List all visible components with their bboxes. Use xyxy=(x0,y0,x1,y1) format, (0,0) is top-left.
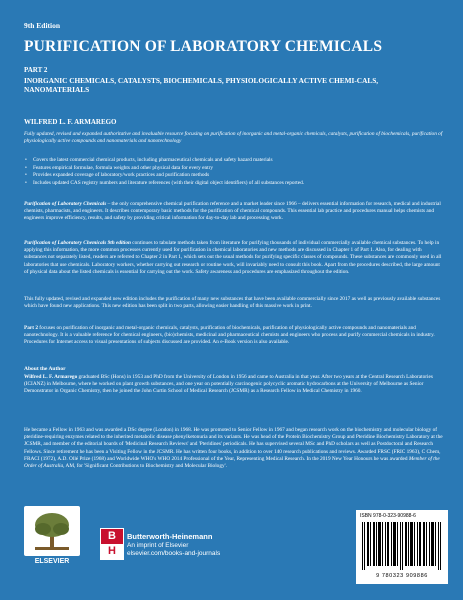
paragraph-text: continues to tabulate methods taken from literature for purifying thousands of individual commercially available chemical substances. To help in applying this information, the more common processes currently used for purification in chemical laboratories and new methods are discussed in Chapter 1 of Part 1. Also, for dealing with substances not separately listed, readers are referred to Chapter 2 in Part 1, which sets out the usual methods for purifying specific classes of compounds. These substances are commonly used in all laboratories that use chemicals. Laboratory workers, whether carrying out research or routine work, will invariably need to consult this book. Apart from the procedures described, the large amount of physical data about the listed chemicals is essential for carrying out the work. Safety awareness and procedures are emphasized throughout the edition. xyxy=(24,240,442,275)
feature-list xyxy=(24,157,444,188)
author-bio-paragraph-1 xyxy=(24,374,444,396)
butterworth-heinemann-logo xyxy=(100,528,124,560)
feature-item: • Provides expanded coverage of laboratory/work practices and purification methods xyxy=(24,172,444,180)
part-label: PART 2 xyxy=(24,66,48,74)
about-author-heading: About the Author xyxy=(24,366,66,372)
author-bio-paragraph-2 xyxy=(24,427,444,470)
bh-logo-h: H xyxy=(101,544,123,559)
publisher-info xyxy=(127,533,220,559)
author-name-emphasis: Wilfred L. F. Armarego xyxy=(24,374,78,380)
part-emphasis: Part 2 xyxy=(24,325,38,331)
publisher-name: Butterworth-Heinemann xyxy=(127,532,213,541)
barcode-icon xyxy=(362,522,442,570)
author-name: WILFRED L. F. ARMAREGO xyxy=(24,118,117,126)
book-name-emphasis: Purification of Laboratory Chemicals 9th edition xyxy=(24,240,131,246)
description-paragraph-3: This fully updated, revised and expanded new edition includes the purification of many new substances that have been available commercially since 2017 as well as previously available substances which have found new applications. This new edition has been split in two parts, allowing easier handling of this massive work in print. xyxy=(24,296,441,310)
elsevier-logo xyxy=(24,506,80,568)
publisher-imprint: An imprint of Elsevier xyxy=(127,541,189,549)
intro-summary: Fully updated, revised and expanded authoritative and invaluable resource focusing on purification of inorganic and metal-organic chemicals, catalysts, purification of biochemicals, purification of physiologically active compounds and nanomaterials and nanotechnology xyxy=(24,131,443,144)
paragraph-text: – the only comprehensive chemical purification reference and a market leader since 1966 – delivers essential information for research, medical and industrial chemists, pharmacists, and engineers. It describes contemporary basic methods for the purification of chemical compounds. This essential lab practice and procedures manual helps chemists and engineers improve efficiency, results, and safety by providing critical information for day-to-day lab and processing work. xyxy=(24,201,441,222)
paragraph-text: graduated BSc (Hons) in 1953 and PhD from the University of London in 1956 and came to Australia in that year. After two years at the Central Research Laboratories (ICIANZ) in Melbourne, where he worked on plant growth substances, and one year on potentially carcinogenic polycyclic aromatic hydrocarbons at the University of Melbourne as Senior Demonstrator in Organic Chemistry, then he joined the John Curtin School of Medical Research (JCSMR) as a Research Fellow in Medical Chemistry in 1960. xyxy=(24,374,433,395)
description-paragraph-4 xyxy=(24,325,444,347)
bh-logo-b: B xyxy=(101,529,123,544)
paragraph-text: He became a Fellow in 1963 and was awarded a DSc degree (London) in 1968. He was promoted to Senior Fellow in 1967 and began research work on the biochemistry and molecular biology of pteridine-requiring enzymes related to the inherited metabolic disease phenylketonuria and its variants. He was head of the Protein Biochemistry Group and Pteridine Biochemistry Laboratory at the JCSMR, and member of the editorial boards of 'Medicinal Research Reviews' and 'Pteridines' periodicals. He has supervised several MSc and PhD scholars as well as Postdoctoral and Research Fellows. Since retirement he has been a Visiting Fellow in the JCSMR. He has written four books, in addition to over 140 research publications and reviews. Awarded FRSC (FRIC 1963), C Chem, FRACI (1972), A.D. Ollé Prize (1968) and Worldwide WHO's WHO 2014 Professional of the Year, Representing Medical Research. In the 2019 New Year Honours he was awarded xyxy=(24,427,443,462)
feature-item: • Includes updated CAS registry numbers and literature references (with their digital object identifiers) of all substances reported. xyxy=(24,180,444,188)
feature-item: • Features empirical formulae, formula weights and other physical data for every entry xyxy=(24,165,444,173)
barcode-number: 9 780323 909886 xyxy=(376,573,428,579)
book-title: PURIFICATION OF LABORATORY CHEMICALS xyxy=(24,38,383,55)
description-paragraph-2 xyxy=(24,240,444,276)
honour-emphasis: Member of the Order of Australia xyxy=(24,455,440,470)
isbn-barcode xyxy=(356,510,448,584)
publisher-url: elsevier.com/books-and-journals xyxy=(127,550,221,557)
book-name-emphasis: Purification of Laboratory Chemicals xyxy=(24,201,107,207)
feature-item: • Covers the latest commercial chemical products, including pharmaceutical chemicals and safety hazard materials xyxy=(24,157,444,165)
paragraph-text: , AM, for 'Significant Contributions to Biochemistry and Molecular Biology'. xyxy=(63,463,227,470)
paragraph-text: focuses on purification of inorganic and metal-organic chemicals, catalysts, purification of biochemicals, purification of physiologically active compounds and nanomaterials and nanotechnology. It is a valuable reference for chemical engineers, (bio)chemists, medicinal and pharmaceutical chemists and engineers who process and purify commercial chemicals in industry. Procedures for Internet access to visual presentations of subjects discussed are provided. An e-Book version is also available. xyxy=(24,325,435,346)
isbn-label: ISBN 978-0-323-90988-6 xyxy=(360,513,416,519)
description-paragraph-1 xyxy=(24,201,444,223)
elsevier-tree-icon xyxy=(24,506,80,556)
book-subtitle: INORGANIC CHEMICALS, CATALYSTS, BIOCHEMICALS, PHYSIOLOGICALLY ACTIVE CHEMI-CALS, NANOMATERIALS xyxy=(24,76,379,94)
elsevier-wordmark: ELSEVIER xyxy=(34,558,70,565)
edition-label: 9th Edition xyxy=(24,21,61,30)
